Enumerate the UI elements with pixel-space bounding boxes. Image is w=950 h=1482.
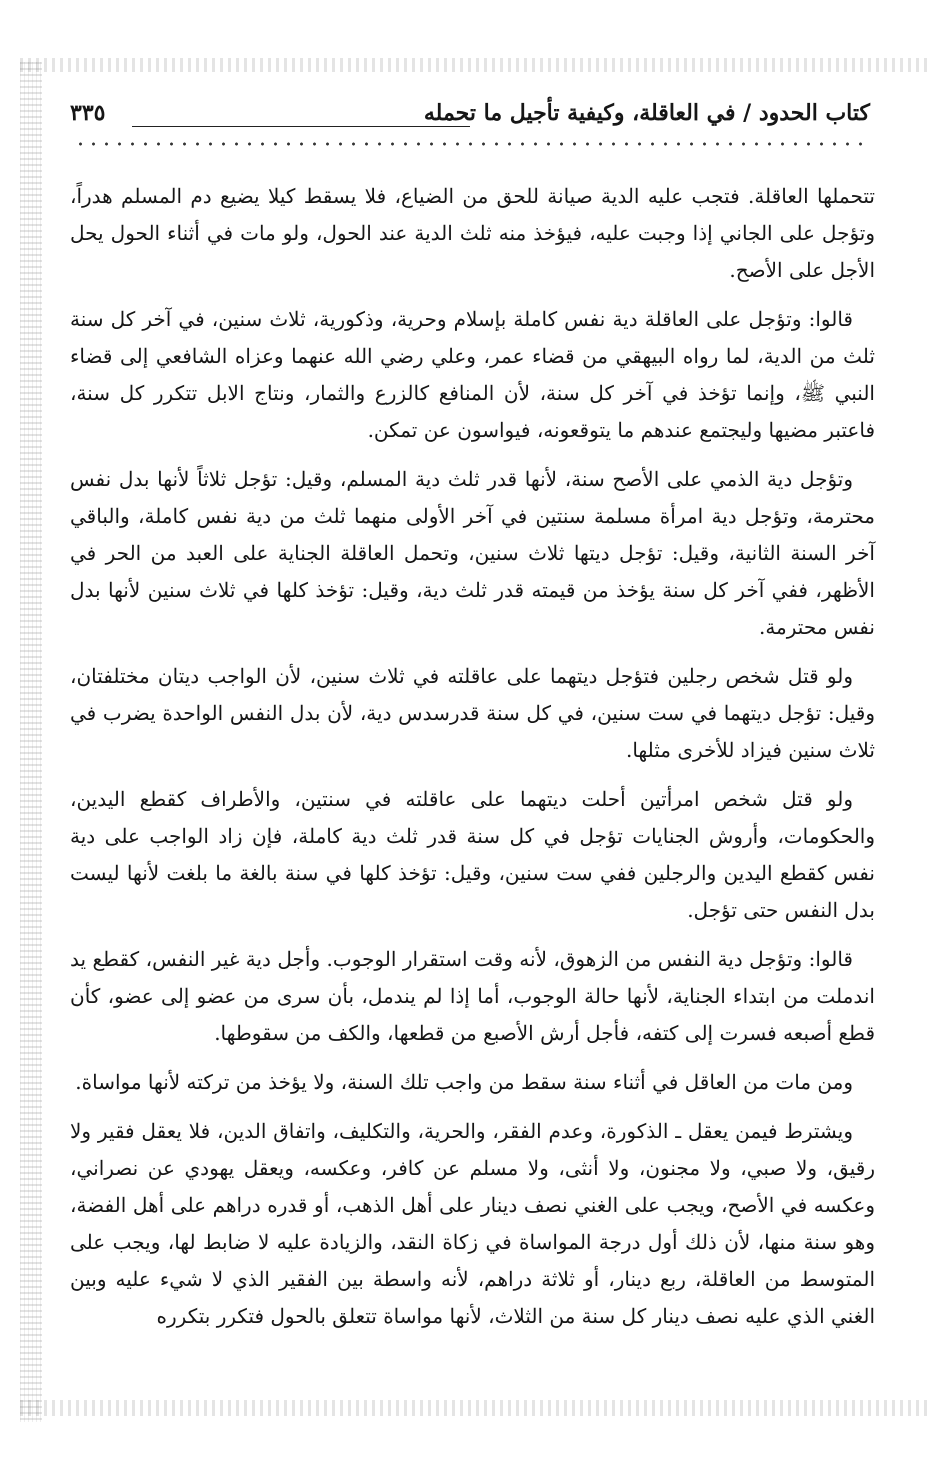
header-rule — [132, 126, 470, 127]
scan-edge-bottom — [20, 1400, 930, 1416]
paragraph: ويشترط فيمن يعقل ـ الذكورة، وعدم الفقر، والحرية، والتكليف، واتفاق الدين، فلا يعقل فقير ولا رقيق، ولا صبي، ولا مجنون، ولا أنثى، ولا مسلم عن كافر، وعكسه، ويعقل يهودي عن نصراني، وعكسه في الأصح، ويجب على الغني نصف دينار على أهل الذهب، أو قدره دراهم على أهل الفضة، وهو سنة منها، لأن ذلك أول درجة المواساة في زكاة النقد، والزيادة عليه لا ضابط لها، ويجب على المتوسط من العاقلة، ربع دينار، أو ثلاثة دراهم، لأنه واسطة بين الفقير الذي لا شيء عليه وبين الغني الذي عليه نصف دينار كل سنة من الثلاث، لأنها مواساة تتعلق بالحول فتكرر بتكرره — [70, 1119, 875, 1328]
paragraph: قالوا: وتؤجل دية النفس من الزهوق، لأنه وقت استقرار الوجوب. وأجل دية غير النفس، كقطع يد اندملت من ابتداء الجناية، لأنها حالة الوجوب، أما إذا لم يندمل، بأن سرى من عضو إلى عضو، كأن قطع أصبعه فسرت إلى كتفه، فأجل أرش الأصبع من قطعها، والكف من سقوطها. — [70, 947, 875, 1045]
scan-edge-left — [20, 62, 42, 1422]
running-header-title: كتاب الحدود / في العاقلة، وكيفية تأجيل ما تحمله — [423, 100, 870, 126]
paragraph: ولو قتل شخص رجلين فتؤجل ديتهما على عاقلته في ثلاث سنين، لأن الواجب ديتان مختلفتان، وقيل: تؤجل ديتهما في ست سنين، في كل سنة قدرسدس دية، لأن بدل النفس الواحدة يضرب في ثلاث سنين فيزاد للأخرى مثلها. — [70, 664, 875, 762]
paragraph: ومن مات من العاقل في أثناء سنة سقط من واجب تلك السنة، ولا يؤخذ من تركته لأنها مواساة. — [75, 1070, 853, 1094]
paragraph: وتؤجل دية الذمي على الأصح سنة، لأنها قدر ثلث دية المسلم، وقيل: تؤجل ثلاثاً لأنها بدل نفس محترمة، وتؤجل دية امرأة مسلمة سنتين في آخر الأولى منهما ثلث من دية نفس كاملة، والباقي آخر السنة الثانية، وقيل: تؤجل ديتها ثلاث سنين، وتحمل العاقلة الجناية على العبد من الحر في الأظهر، ففي آخر كل سنة يؤخذ من قيمته قدر ثلث دية، وقيل: تؤخذ كلها في ثلاث سنين لأنها بدل نفس محترمة. — [70, 467, 875, 639]
paragraph: ولو قتل شخص امرأتين أحلت ديتهما على عاقلته في سنتين، والأطراف كقطع اليدين، والحكومات، وأروش الجنايات تؤجل في كل سنة قدر ثلث دية كاملة، فإن زاد الواجب على دية نفس كقطع اليدين والرجلين ففي ست سنين، وقيل: تؤخذ كلها في سنة بالغة ما بلغت لأنها ليست بدل النفس حتى تؤجل. — [70, 787, 875, 922]
dotted-separator — [74, 140, 864, 148]
page-number: ٣٣٥ — [70, 100, 106, 126]
paragraph: قالوا: وتؤجل على العاقلة دية نفس كاملة بإسلام وحرية، وذكورية، ثلاث سنين، في آخر كل سنة ثلث من الدية، لما رواه البيهقي من قضاء عمر، وعلي رضي الله عنهما وعزاه الشافعي إلى قضاء النبي ﷺ، وإنما تؤخذ في آخر كل سنة، لأن المنافع كالزرع والثمار، ونتاج الابل تتكرر كل سنة، فاعتبر مضيها وليجتمع عندهم ما يتوقعونه، فيواسون عن تمكن. — [70, 307, 875, 442]
running-header — [70, 100, 870, 140]
paragraph: تتحملها العاقلة. فتجب عليه الدية صيانة للحق من الضياع، فلا يسقط كيلا يضيع دم المسلم هدراً، وتؤجل على الجاني إذا وجبت عليه، فيؤخذ منه ثلث الدية عند الحول، ولو مات في أثناء الحول يحل الأجل على الأصح. — [70, 184, 875, 282]
page-body — [70, 178, 875, 1347]
scan-edge-top — [20, 58, 930, 72]
